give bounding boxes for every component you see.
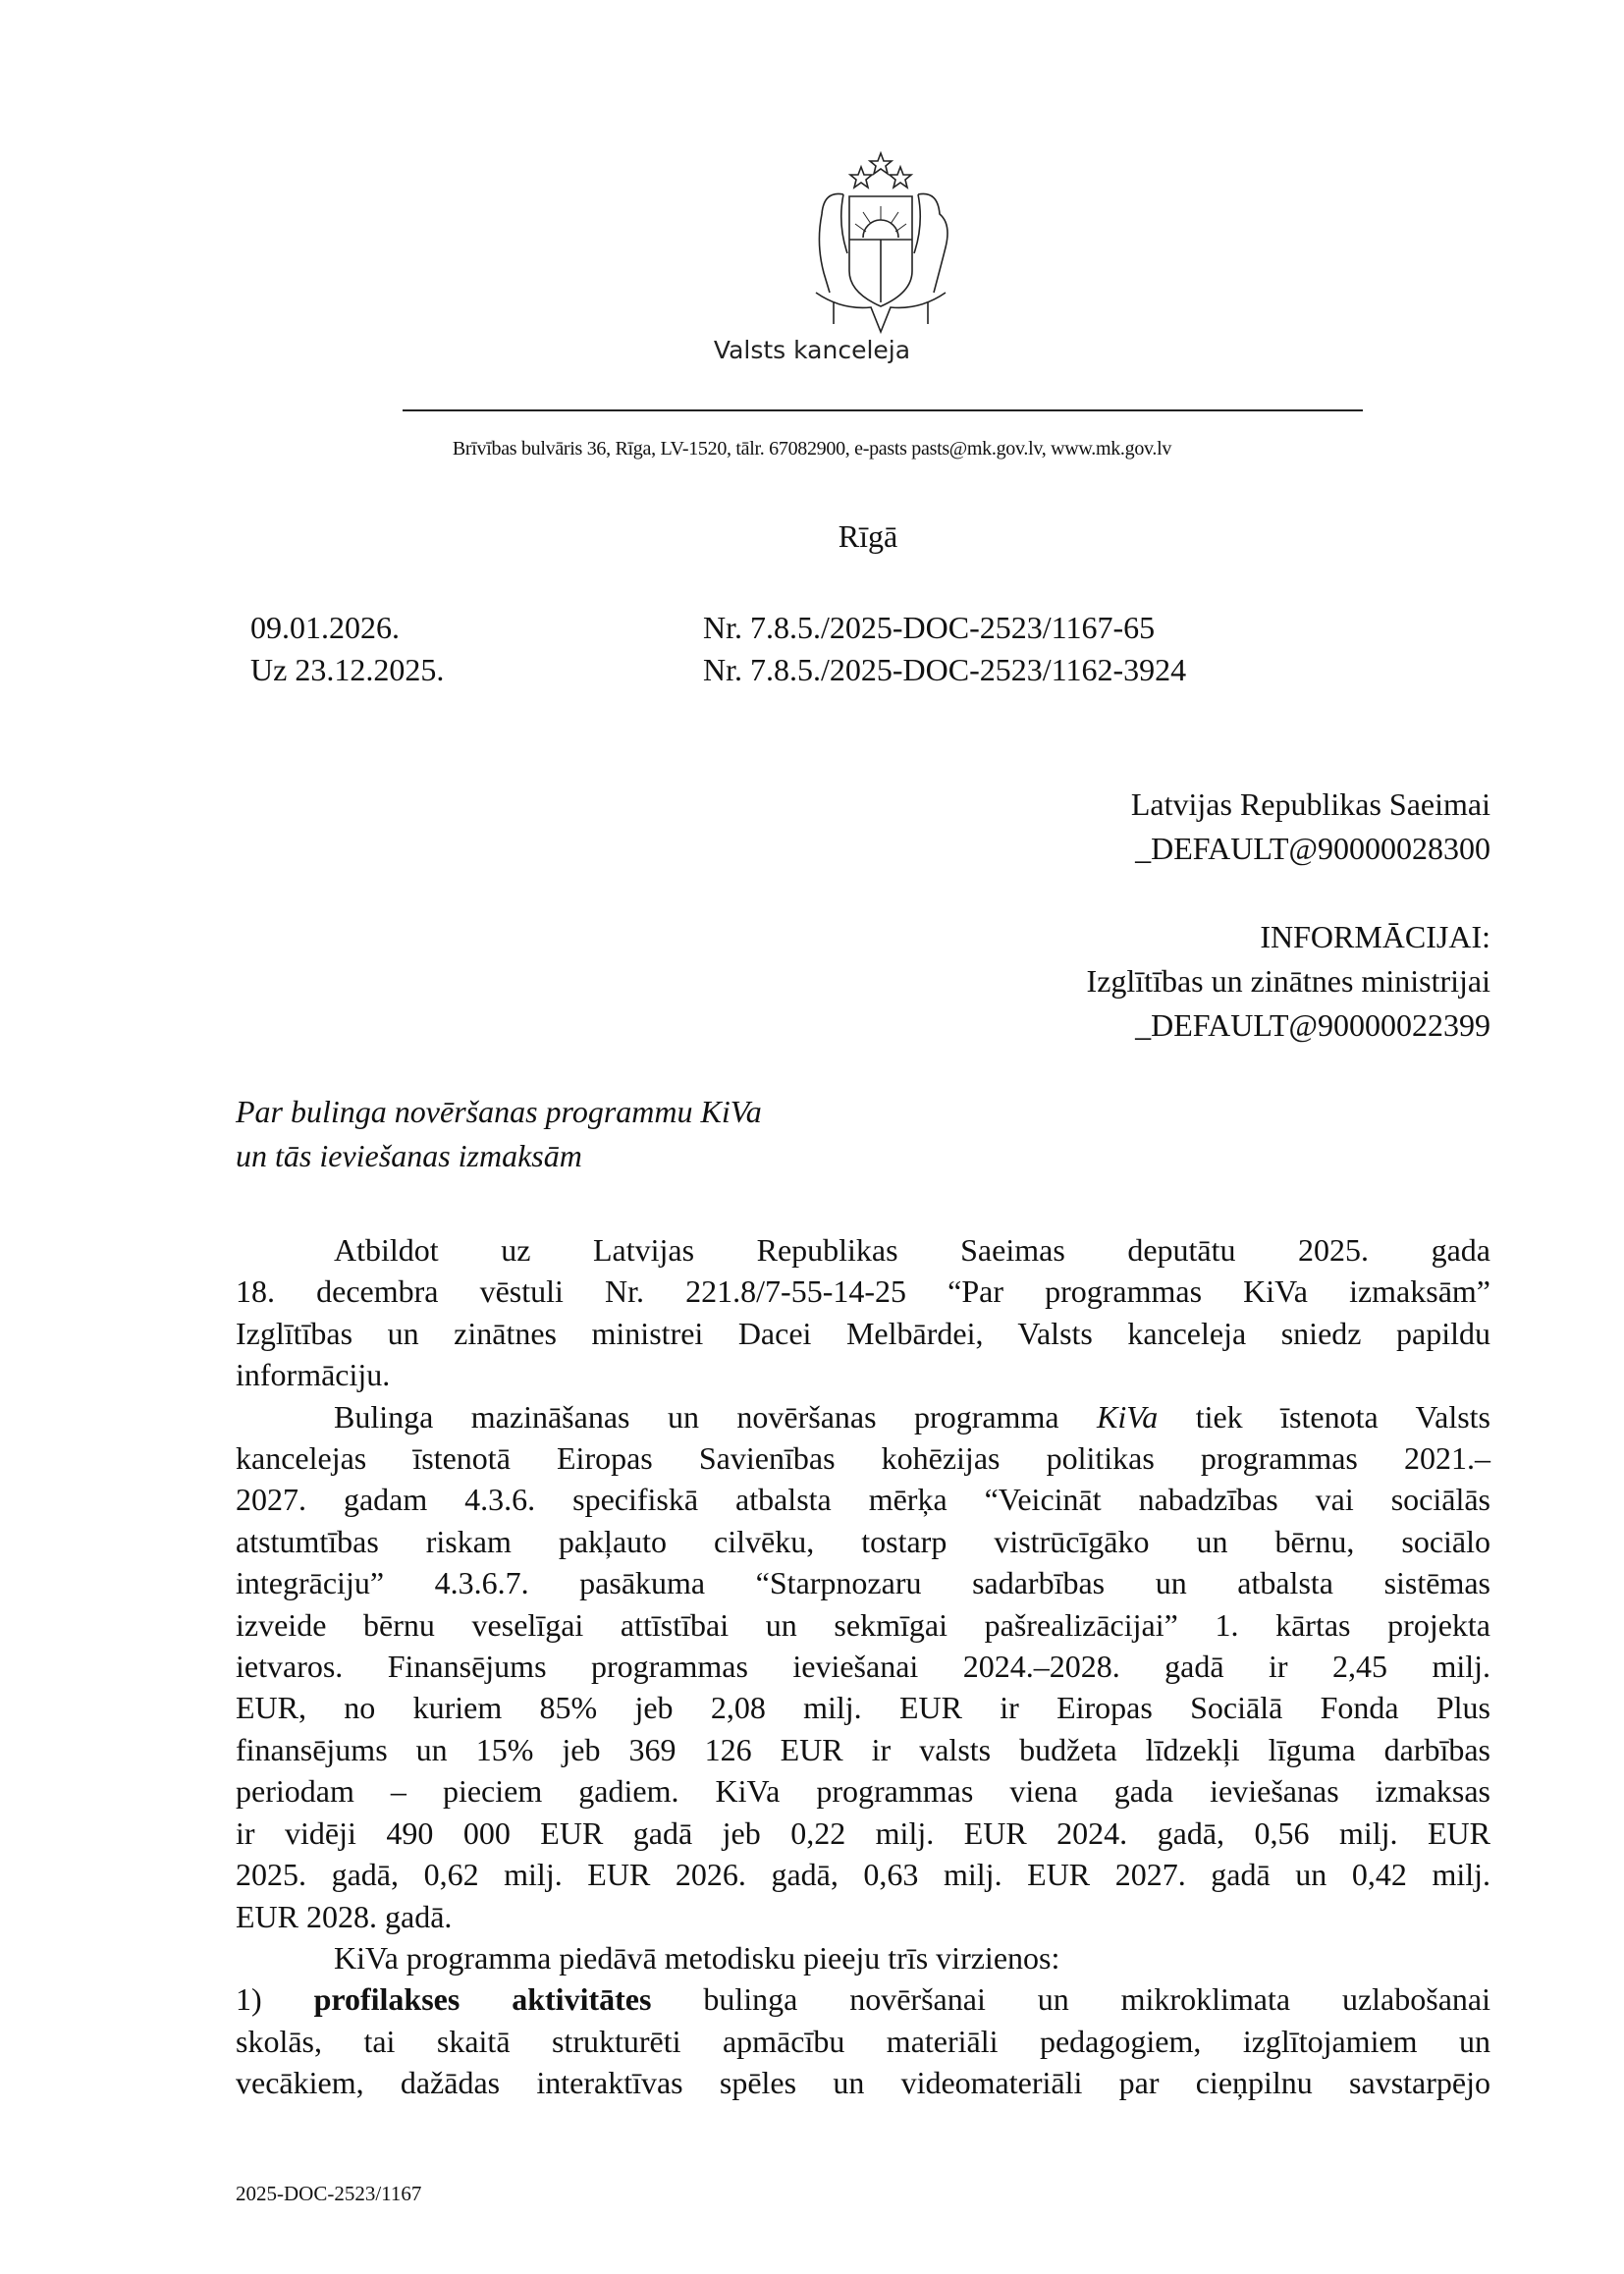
subject-line-2: un tās ieviešanas izmaksām xyxy=(236,1138,582,1173)
coat-of-arms-emblem xyxy=(773,145,989,334)
document-date: 09.01.2026. xyxy=(250,610,400,645)
body-line: ir vidēji 490 000 EUR gadā jeb 0,22 milj. EUR 2024. gadā, 0,56 milj. EUR xyxy=(236,1814,1490,1851)
body-line: atstumtības riskam pakļauto cilvēku, tostarp vistrūcīgāko un bērnu, sociālo xyxy=(236,1523,1490,1559)
body-line: finansējums un 15% jeb 369 126 EUR ir valsts budžeta līdzekļi līguma darbības xyxy=(236,1731,1490,1767)
program-name: KiVa xyxy=(1097,1398,1159,1435)
list-item-title: profilakses aktivitātes xyxy=(313,1981,652,2018)
body-line: 2025. gadā, 0,62 milj. EUR 2026. gadā, 0,63 milj. EUR 2027. gadā un 0,42 milj. xyxy=(236,1857,1490,1893)
body-line: Atbildot uz Latvijas Republikas Saeimas deputātu 2025. gada xyxy=(334,1232,1490,1268)
organization-address: Brīvības bulvāris 36, Rīga, LV-1520, tālr. 67082900, e-pasts pasts@mk.gov.lv, www.mk.gov.lv xyxy=(452,438,1172,460)
info-label: INFORMĀCIJAI: xyxy=(1260,919,1490,954)
list-item-1 xyxy=(236,1978,1490,2020)
body-line: 2027. gadam 4.3.6. specifiskā atbalsta mērķa “Veicināt nabadzības vai sociālās xyxy=(236,1482,1490,1518)
body-line: 18. decembra vēstuli Nr. 221.8/7-55-14-25 “Par programmas KiVa izmaksām” xyxy=(236,1273,1490,1310)
body-line: informāciju. xyxy=(236,1357,391,1393)
document-number: Nr. 7.8.5./2025-DOC-2523/1167-65 xyxy=(703,610,1156,645)
recipient-address: _DEFAULT@90000028300 xyxy=(1135,831,1490,866)
body-line: kancelejas īstenotā Eiropas Savienības kohēzijas politikas programmas 2021.– xyxy=(236,1440,1490,1477)
body-line: integrāciju” 4.3.6.7. pasākuma “Starpnozaru sadarbības un atbalsta sistēmas xyxy=(236,1565,1490,1601)
body-line: ietvaros. Finansējums programmas ieviešanai 2024.–2028. gadā ir 2,45 milj. xyxy=(236,1649,1490,1685)
subject-line-1: Par bulinga novēršanas programmu KiVa xyxy=(236,1094,762,1129)
reply-to-date: Uz 23.12.2025. xyxy=(250,652,445,687)
body-line: KiVa programma piedāvā metodisku pieeju trīs virzienos: xyxy=(334,1939,1060,1976)
text: Bulinga mazināšanas un novēršanas programma xyxy=(334,1398,1097,1435)
organization-name: Valsts kanceleja xyxy=(713,336,911,364)
info-recipient-name: Izglītības un zinātnes ministrijai xyxy=(1086,963,1490,999)
text: tiek īstenota Valsts xyxy=(1158,1398,1491,1435)
body-line: EUR 2028. gadā. xyxy=(236,1898,453,1934)
griffin-supporter xyxy=(914,193,947,293)
stars-icon xyxy=(850,153,911,188)
lion-supporter xyxy=(819,193,847,293)
text: bulinga novēršanai un mikroklimata uzlabošanai xyxy=(651,1981,1491,2018)
body-line: skolās, tai skaitā strukturēti apmācību materiāli pedagogiem, izglītojamiem un xyxy=(236,2023,1490,2059)
body-line: vecākiem, dažādas interaktīvas spēles un videomateriāli par cieņpilnu savstarpējo xyxy=(236,2065,1490,2101)
letter-body xyxy=(236,1229,1490,2104)
footer-doc-id: 2025-DOC-2523/1167 xyxy=(236,2182,422,2205)
body-line: Izglītības un zinātnes ministrei Dacei Melbārdei, Valsts kanceleja sniedz papildu xyxy=(236,1315,1490,1351)
body-line xyxy=(236,1396,1490,1437)
recipient-name: Latvijas Republikas Saeimai xyxy=(1130,786,1490,822)
header-divider xyxy=(403,409,1363,411)
body-line: periodam – pieciem gadiem. KiVa programmas viena gada ieviešanas izmaksas xyxy=(236,1773,1490,1810)
list-number: 1) xyxy=(236,1981,314,2018)
place: Rīgā xyxy=(838,518,898,554)
body-line: izveide bērnu veselīgai attīstībai un sekmīgai pašrealizācijai” 1. kārtas projekta xyxy=(236,1606,1490,1643)
reply-to-number: Nr. 7.8.5./2025-DOC-2523/1162-3924 xyxy=(703,652,1187,687)
info-recipient-address: _DEFAULT@90000022399 xyxy=(1135,1007,1490,1043)
body-line: EUR, no kuriem 85% jeb 2,08 milj. EUR ir Eiropas Sociālā Fonda Plus xyxy=(236,1690,1490,1726)
